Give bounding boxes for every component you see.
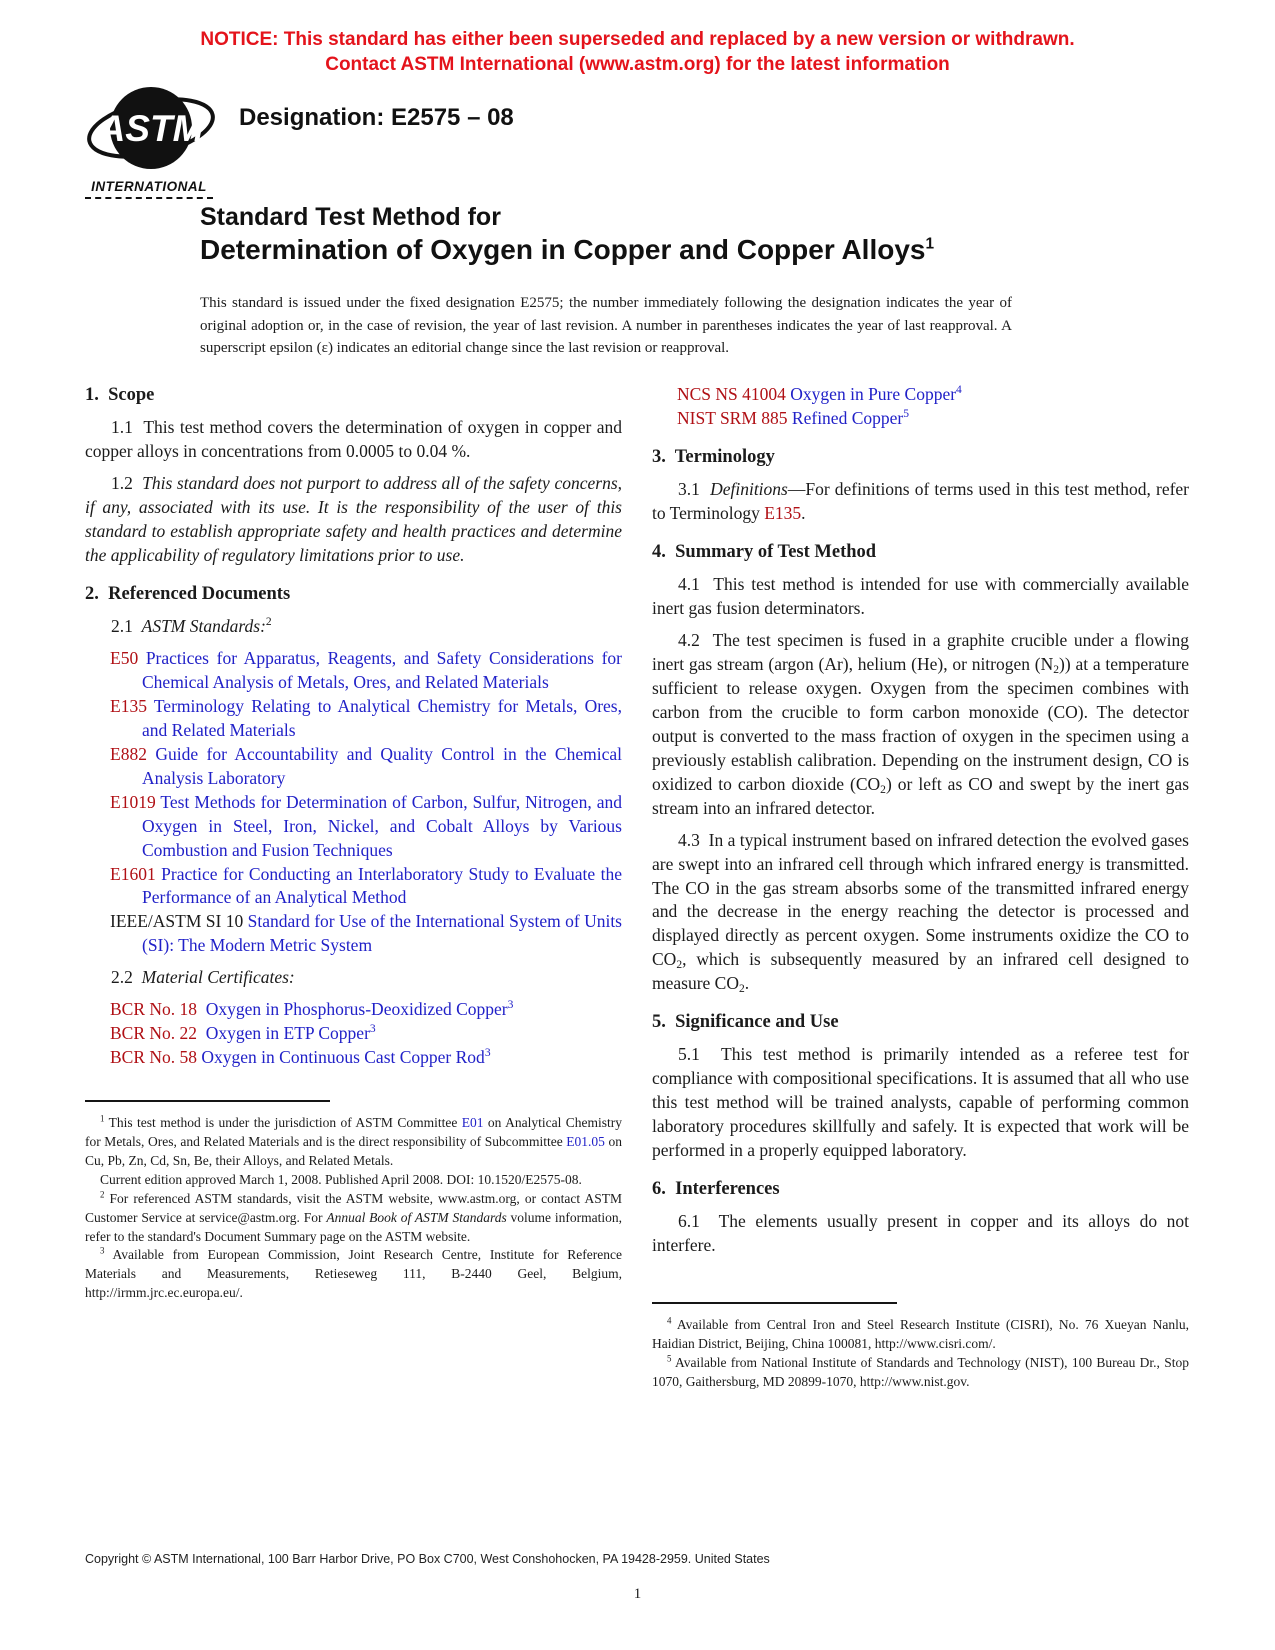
- standard-link[interactable]: 4: [956, 384, 962, 397]
- copyright-line: Copyright © ASTM International, 100 Barr Harbor Drive, PO Box C700, West Conshohocken, PA 19428-2959. United States: [85, 1552, 770, 1566]
- section-heading-summary: 4. Summary of Test Method: [652, 541, 877, 562]
- logo-subtitle: INTERNATIONAL: [85, 179, 213, 199]
- paragraph-6-1: 6.1 The elements usually present in copper and its alloys do not interfere.: [652, 1211, 1189, 1256]
- standard-link[interactable]: Guide for Accountability and Quality Control in the Chemical Analysis Laboratory: [142, 743, 622, 788]
- standard-link[interactable]: Practices for Apparatus, Reagents, and Safety Considerations for Chemical Analysis of Metals, Ores, and Related Materials: [138, 647, 622, 692]
- standard-link[interactable]: NCS NS 41004: [677, 384, 786, 404]
- standard-link[interactable]: E50: [110, 647, 139, 668]
- paragraph-2-1: 2.1 ASTM Standards:$^2$: [111, 615, 272, 636]
- title-line-1: Standard Test Method for: [200, 203, 501, 231]
- paragraph-2-2: 2.2 Material Certificates:: [111, 967, 295, 988]
- standard-link[interactable]: Oxygen in Pure Copper: [785, 384, 957, 404]
- standard-link[interactable]: E01.05: [566, 1134, 605, 1150]
- footnote-1: $^1$ This test method is under the jurisdiction of ASTM Committee E01 on Analytical Chemistry for Metals, Ores, and Related Materials and is the direct responsibility of Subcommittee E01.05 on Cu, Pb, Zn, Cd, Sn, Be, their Alloys, and Related Metals.: [85, 1113, 622, 1169]
- left-footnotes: [85, 1100, 622, 1303]
- right-footnotes: [652, 1302, 1189, 1392]
- certificate-item: [85, 1046, 622, 1070]
- paragraph-4-1: 4.1 This test method is intended for use with commercially available inert gas fusion determinators.: [652, 573, 1189, 618]
- standard-link[interactable]: 3: [484, 1047, 491, 1060]
- title-block: [200, 202, 1030, 267]
- standard-link[interactable]: BCR No. 22: [110, 1023, 198, 1044]
- section-heading-terminology: 3. Terminology: [652, 446, 775, 467]
- standard-link[interactable]: E135: [764, 502, 802, 523]
- standard-link[interactable]: 5: [903, 408, 909, 421]
- left-column: [85, 383, 622, 1392]
- paragraph-1-1: 1.1 This test method covers the determination of oxygen in copper and copper alloys in concentrations from 0.0005 to 0.04 %.: [85, 417, 622, 461]
- logo-acronym: ASTM: [98, 108, 204, 149]
- document-header: [85, 84, 514, 199]
- standard-link[interactable]: 3: [507, 999, 514, 1012]
- standard-link[interactable]: Oxygen in Continuous Cast Copper Rod: [197, 1047, 485, 1068]
- designation: Designation: E2575 – 08: [239, 104, 514, 131]
- standard-link[interactable]: Refined Copper: [787, 407, 904, 428]
- section-heading-referenced-documents: 2. Referenced Documents: [85, 583, 291, 604]
- astm-globe-icon: [85, 84, 217, 180]
- title-footnote-marker: 1: [925, 235, 935, 253]
- reference-item: [85, 791, 622, 863]
- reference-item: IEEE/ASTM SI 10 Standard for Use of the International System of Units (SI): The Modern Metric System: [110, 911, 622, 956]
- standard-link[interactable]: Test Methods for Determination of Carbon, Sulfur, Nitrogen, and Oxygen in Steel, Iron, Nickel, and Cobalt Alloys by Various Combustion and Fusion Techniques: [142, 791, 622, 860]
- standard-link[interactable]: Terminology Relating to Analytical Chemistry for Metals, Ores, and Related Materials: [142, 695, 622, 740]
- section-heading-interferences: 6. Interferences: [652, 1179, 780, 1200]
- section-heading-scope: 1. Scope: [85, 385, 155, 405]
- footnote-1-continued: Current edition approved March 1, 2008. Published April 2008. DOI: 10.1520/E2575-08.: [100, 1171, 582, 1187]
- standard-link[interactable]: E1601: [110, 863, 156, 884]
- page-number: 1: [633, 1586, 642, 1602]
- standard-link[interactable]: BCR No. 58: [110, 1047, 198, 1068]
- certificate-item: [652, 407, 1189, 431]
- certificate-item: [85, 998, 622, 1022]
- footnote-5: $^5$ Available from National Institute of Standards and Technology (NIST), 100 Bureau Dr., Stop 1070, Gaithersburg, MD 20899-1070, http://www.nist.gov.: [652, 1353, 1189, 1389]
- paragraph-4-3: 4.3 In a typical instrument based on infrared detection the evolved gases are swept into an infrared cell through which infrared energy is transmitted. The CO in the gas stream absorbs some of the transmitted infrared energy and the decrease in the energy reaching the detector is processed and displayed directly as percent oxygen. Some instruments oxidize the CO to $CO_2$, which is subsequently measured by an infrared cell designed to measure $CO_2$.: [652, 829, 1189, 996]
- standard-link[interactable]: E01: [461, 1115, 484, 1131]
- standard-link[interactable]: 3: [369, 1023, 376, 1036]
- reference-item: [85, 695, 622, 743]
- reference-item: [85, 647, 622, 695]
- reference-item: [85, 863, 622, 911]
- paragraph-1-2: 1.2 This standard does not purport to address all of the safety concerns, if any, associated with its use. It is the responsibility of the user of this standard to establish appropriate safety and health practices and determine the applicability of regulatory limitations prior to use.: [85, 472, 622, 565]
- notice-line-2: Contact ASTM International (www.astm.org) for the latest information: [325, 53, 950, 75]
- footnote-rule: [85, 1100, 330, 1102]
- standard-link[interactable]: Oxygen in Phosphorus-Deoxidized Copper: [197, 999, 508, 1020]
- footnote-4: $^4$ Available from Central Iron and Steel Research Institute (CISRI), No. 76 Xueyan Nanlu, Haidian District, Beijing, China 100081, http://www.cisri.com/.: [652, 1315, 1189, 1352]
- right-column: [652, 383, 1189, 1392]
- title-line-2: Determination of Oxygen in Copper and Copper Alloys$^1$: [200, 233, 935, 265]
- standard-link[interactable]: E1019: [110, 791, 156, 812]
- standard-link[interactable]: Practice for Conducting an Interlaboratory Study to Evaluate the Performance of an Analytical Method: [142, 863, 622, 908]
- standard-link[interactable]: BCR No. 18: [110, 999, 198, 1020]
- standard-link[interactable]: E882: [110, 743, 147, 764]
- standard-link[interactable]: Standard for Use of the International System of Units (SI): The Modern Metric System: [142, 911, 622, 956]
- standard-link[interactable]: Oxygen in ETP Copper: [197, 1023, 370, 1044]
- certificate-item: [85, 1022, 622, 1046]
- body-columns: [85, 383, 1190, 1392]
- standard-link[interactable]: E135: [110, 695, 147, 716]
- standard-link[interactable]: NIST SRM 885: [677, 407, 788, 428]
- notice-line-1: NOTICE: This standard has either been superseded and replaced by a new version or withdrawn.: [200, 29, 1075, 50]
- footnote-2: $^2$ For referenced ASTM standards, visit the ASTM website, www.astm.org, or contact ASTM Customer Service at service@astm.org. For Annual Book of ASTM Standards volume information, refer to the standard's Document Summary page on the ASTM website.: [85, 1189, 623, 1244]
- footnote-3: $^3$ Available from European Commission, Joint Research Centre, Institute for Reference Materials and Measurements, Retieseweg 111, B-2440 Geel, Belgium, http://irmm.jrc.ec.europa.eu/.: [85, 1245, 622, 1301]
- astm-logo: [85, 84, 217, 199]
- issuance-note: This standard is issued under the fixed designation E2575; the number immediately following the designation indicates the year of original adoption or, in the case of revision, the year of last revision. A number in parentheses indicates the year of last reapproval. A superscript epsilon (ε) indicates an editorial change since the last revision or reapproval.: [200, 295, 1012, 356]
- reference-item: [85, 743, 622, 791]
- certificate-item: [652, 383, 1189, 407]
- paragraph-5-1: 5.1 This test method is primarily intended as a referee test for compliance with compositional specifications. It is assumed that all who use this test method will be trained analysts, capable of performing common laboratory procedures skillfully and safely. It is expected that work will be performed in a properly equipped laboratory.: [652, 1044, 1189, 1161]
- paragraph-3-1: 3.1 Definitions—For definitions of terms used in this test method, refer to Terminology E135.: [652, 478, 1190, 523]
- supersession-notice: [0, 28, 1275, 77]
- paragraph-4-2: 4.2 The test specimen is fused in a graphite crucible under a flowing inert gas stream (argon (Ar), helium (He), or nitrogen $(N_2)$) at a temperature sufficient to release oxygen. Oxygen from the specimen combines with carbon from the crucible to form carbon monoxide (CO). The detector output is converted to the mass fraction of oxygen in the specimen using a previously establish calibration. Depending on the instrument design, CO is oxidized to carbon dioxide $(CO_2)$ or left as CO and swept by the inert gas stream into an infrared detector.: [652, 629, 1189, 818]
- section-heading-significance: 5. Significance and Use: [652, 1012, 839, 1033]
- footnote-rule: [652, 1302, 897, 1304]
